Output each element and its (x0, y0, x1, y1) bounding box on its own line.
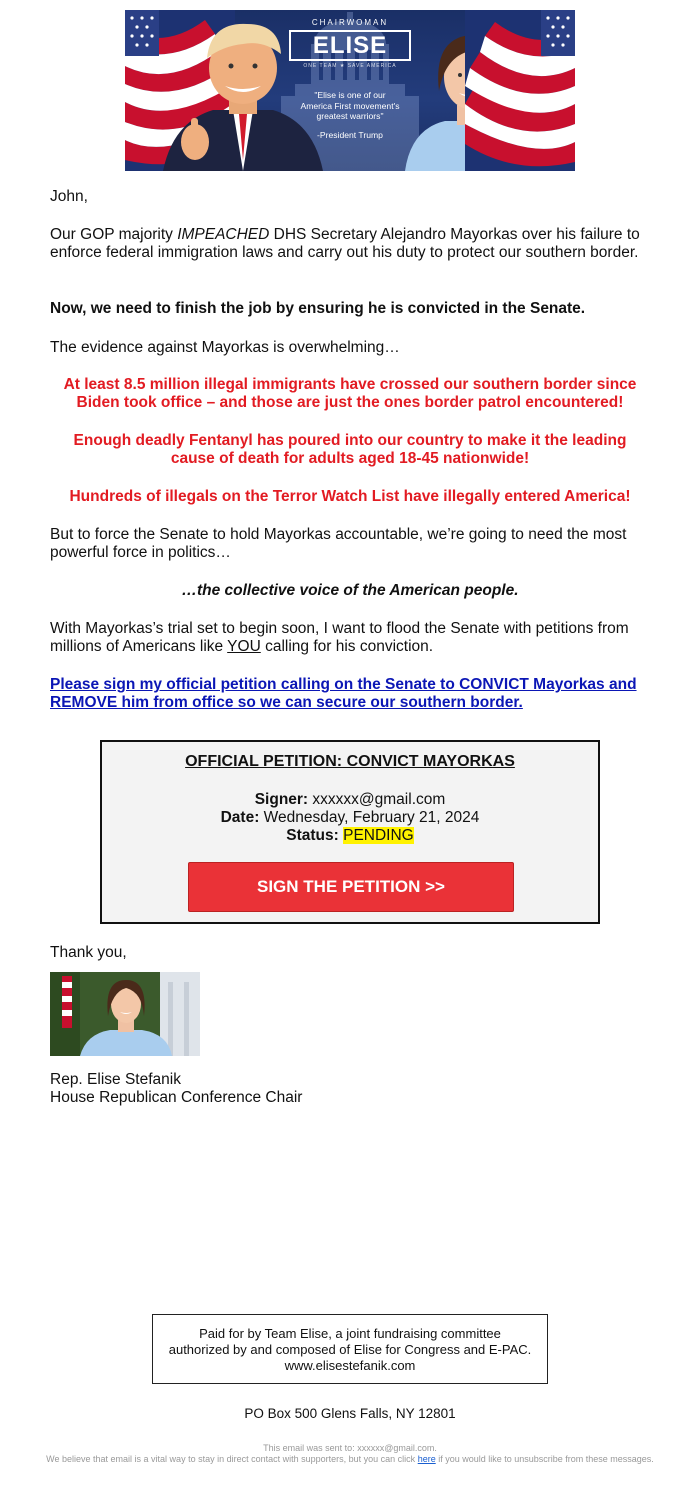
date-value: Wednesday, February 21, 2024 (259, 809, 480, 826)
p1-before: Our GOP majority (50, 226, 178, 243)
red-fact-fentanyl: Enough deadly Fentanyl has poured into our country to make it the leading cause of death for adults aged 18-45 nationwide! (73, 432, 627, 467)
unsubscribe-link[interactable]: here (417, 1454, 436, 1464)
paragraph-force-senate: But to force the Senate to hold Mayorkas accountable, we’re going to need the most powerful force in politics… (50, 526, 627, 561)
unsub-after: if you would like to unsubscribe from these messages. (435, 1454, 654, 1464)
petition-signer (102, 791, 598, 809)
petition-date (102, 809, 598, 827)
paragraph-flood-senate (50, 620, 654, 656)
status-label: Status: (286, 827, 339, 844)
paid-for-disclaimer (152, 1314, 548, 1384)
quote-line: greatest warriors" (316, 111, 384, 121)
p1-after: DHS Secretary Alejandro Mayorkas over his failure to enforce federal immigration laws and carry out his duty to protect our southern border. (50, 226, 640, 261)
header-banner (125, 10, 575, 171)
paid-for-text: Paid for by Team Elise, a joint fundraising committee authorized by and composed of Elise for Congress and E-PAC. www.elisestefanik.com (168, 1326, 532, 1373)
logo-sub-text: ONE TEAM ★ SAVE AMERICA (303, 63, 397, 69)
date-label: Date: (220, 809, 260, 826)
paragraph-impeached (50, 226, 654, 262)
sent-to-notice: This email was sent to: xxxxxx@gmail.com. (263, 1443, 437, 1453)
petition-box (100, 740, 600, 924)
banner-quote (275, 90, 425, 140)
paragraph-evidence: The evidence against Mayorkas is overwhelming… (50, 339, 400, 356)
logo-name-text: ELISE (289, 30, 411, 61)
unsubscribe-notice (40, 1454, 660, 1465)
p6-before: With Mayorkas’s trial set to begin soon, I want to flood the Senate with petitions from millions of Americans like (50, 620, 629, 655)
p6-you: YOU (227, 638, 261, 655)
petition-title: OFFICIAL PETITION: CONVICT MAYORKAS (185, 753, 515, 770)
american-flag-right (465, 10, 575, 171)
greeting: John, (50, 188, 88, 205)
paragraph-finish-job: Now, we need to finish the job by ensuring he is convicted in the Senate. (50, 300, 586, 317)
sign-petition-link[interactable]: Please sign my official petition calling on the Senate to CONVICT Mayorkas and REMOVE him from office so we can secure our southern border. (50, 676, 637, 711)
chairwoman-elise-logo (281, 18, 419, 69)
quote-line: "Elise is one of our (314, 90, 386, 100)
signer-label: Signer: (254, 791, 309, 808)
signer-value: xxxxxx@gmail.com (308, 791, 446, 808)
status-badge: PENDING (343, 827, 414, 844)
unsub-before: We believe that email is a vital way to stay in direct contact with supporters, but you can click (46, 1454, 418, 1464)
p1-emphasis: IMPEACHED (177, 226, 270, 243)
p6-after: calling for his conviction. (260, 638, 434, 655)
quote-attribution: -President Trump (317, 129, 383, 140)
mailing-address: PO Box 500 Glens Falls, NY 12801 (244, 1406, 456, 1421)
sign-petition-button[interactable]: SIGN THE PETITION >> (188, 862, 514, 912)
cta-paragraph (50, 676, 640, 712)
red-fact-immigrants: At least 8.5 million illegal immigrants have crossed our southern border since Biden took office – and those are just the ones border patrol encountered! (63, 376, 637, 411)
signer-name: Rep. Elise Stefanik (50, 1071, 181, 1088)
paragraph-collective-voice: …the collective voice of the American people. (181, 582, 519, 599)
signer-title: House Republican Conference Chair (50, 1089, 303, 1106)
logo-top-text: CHAIRWOMAN (311, 18, 389, 27)
red-fact-terror-watch: Hundreds of illegals on the Terror Watch List have illegally entered America! (69, 488, 631, 505)
quote-line: America First movement's (300, 100, 400, 111)
sign-off-thanks: Thank you, (50, 944, 127, 961)
stefanik-signature-photo (50, 972, 200, 1056)
petition-status (102, 827, 598, 845)
